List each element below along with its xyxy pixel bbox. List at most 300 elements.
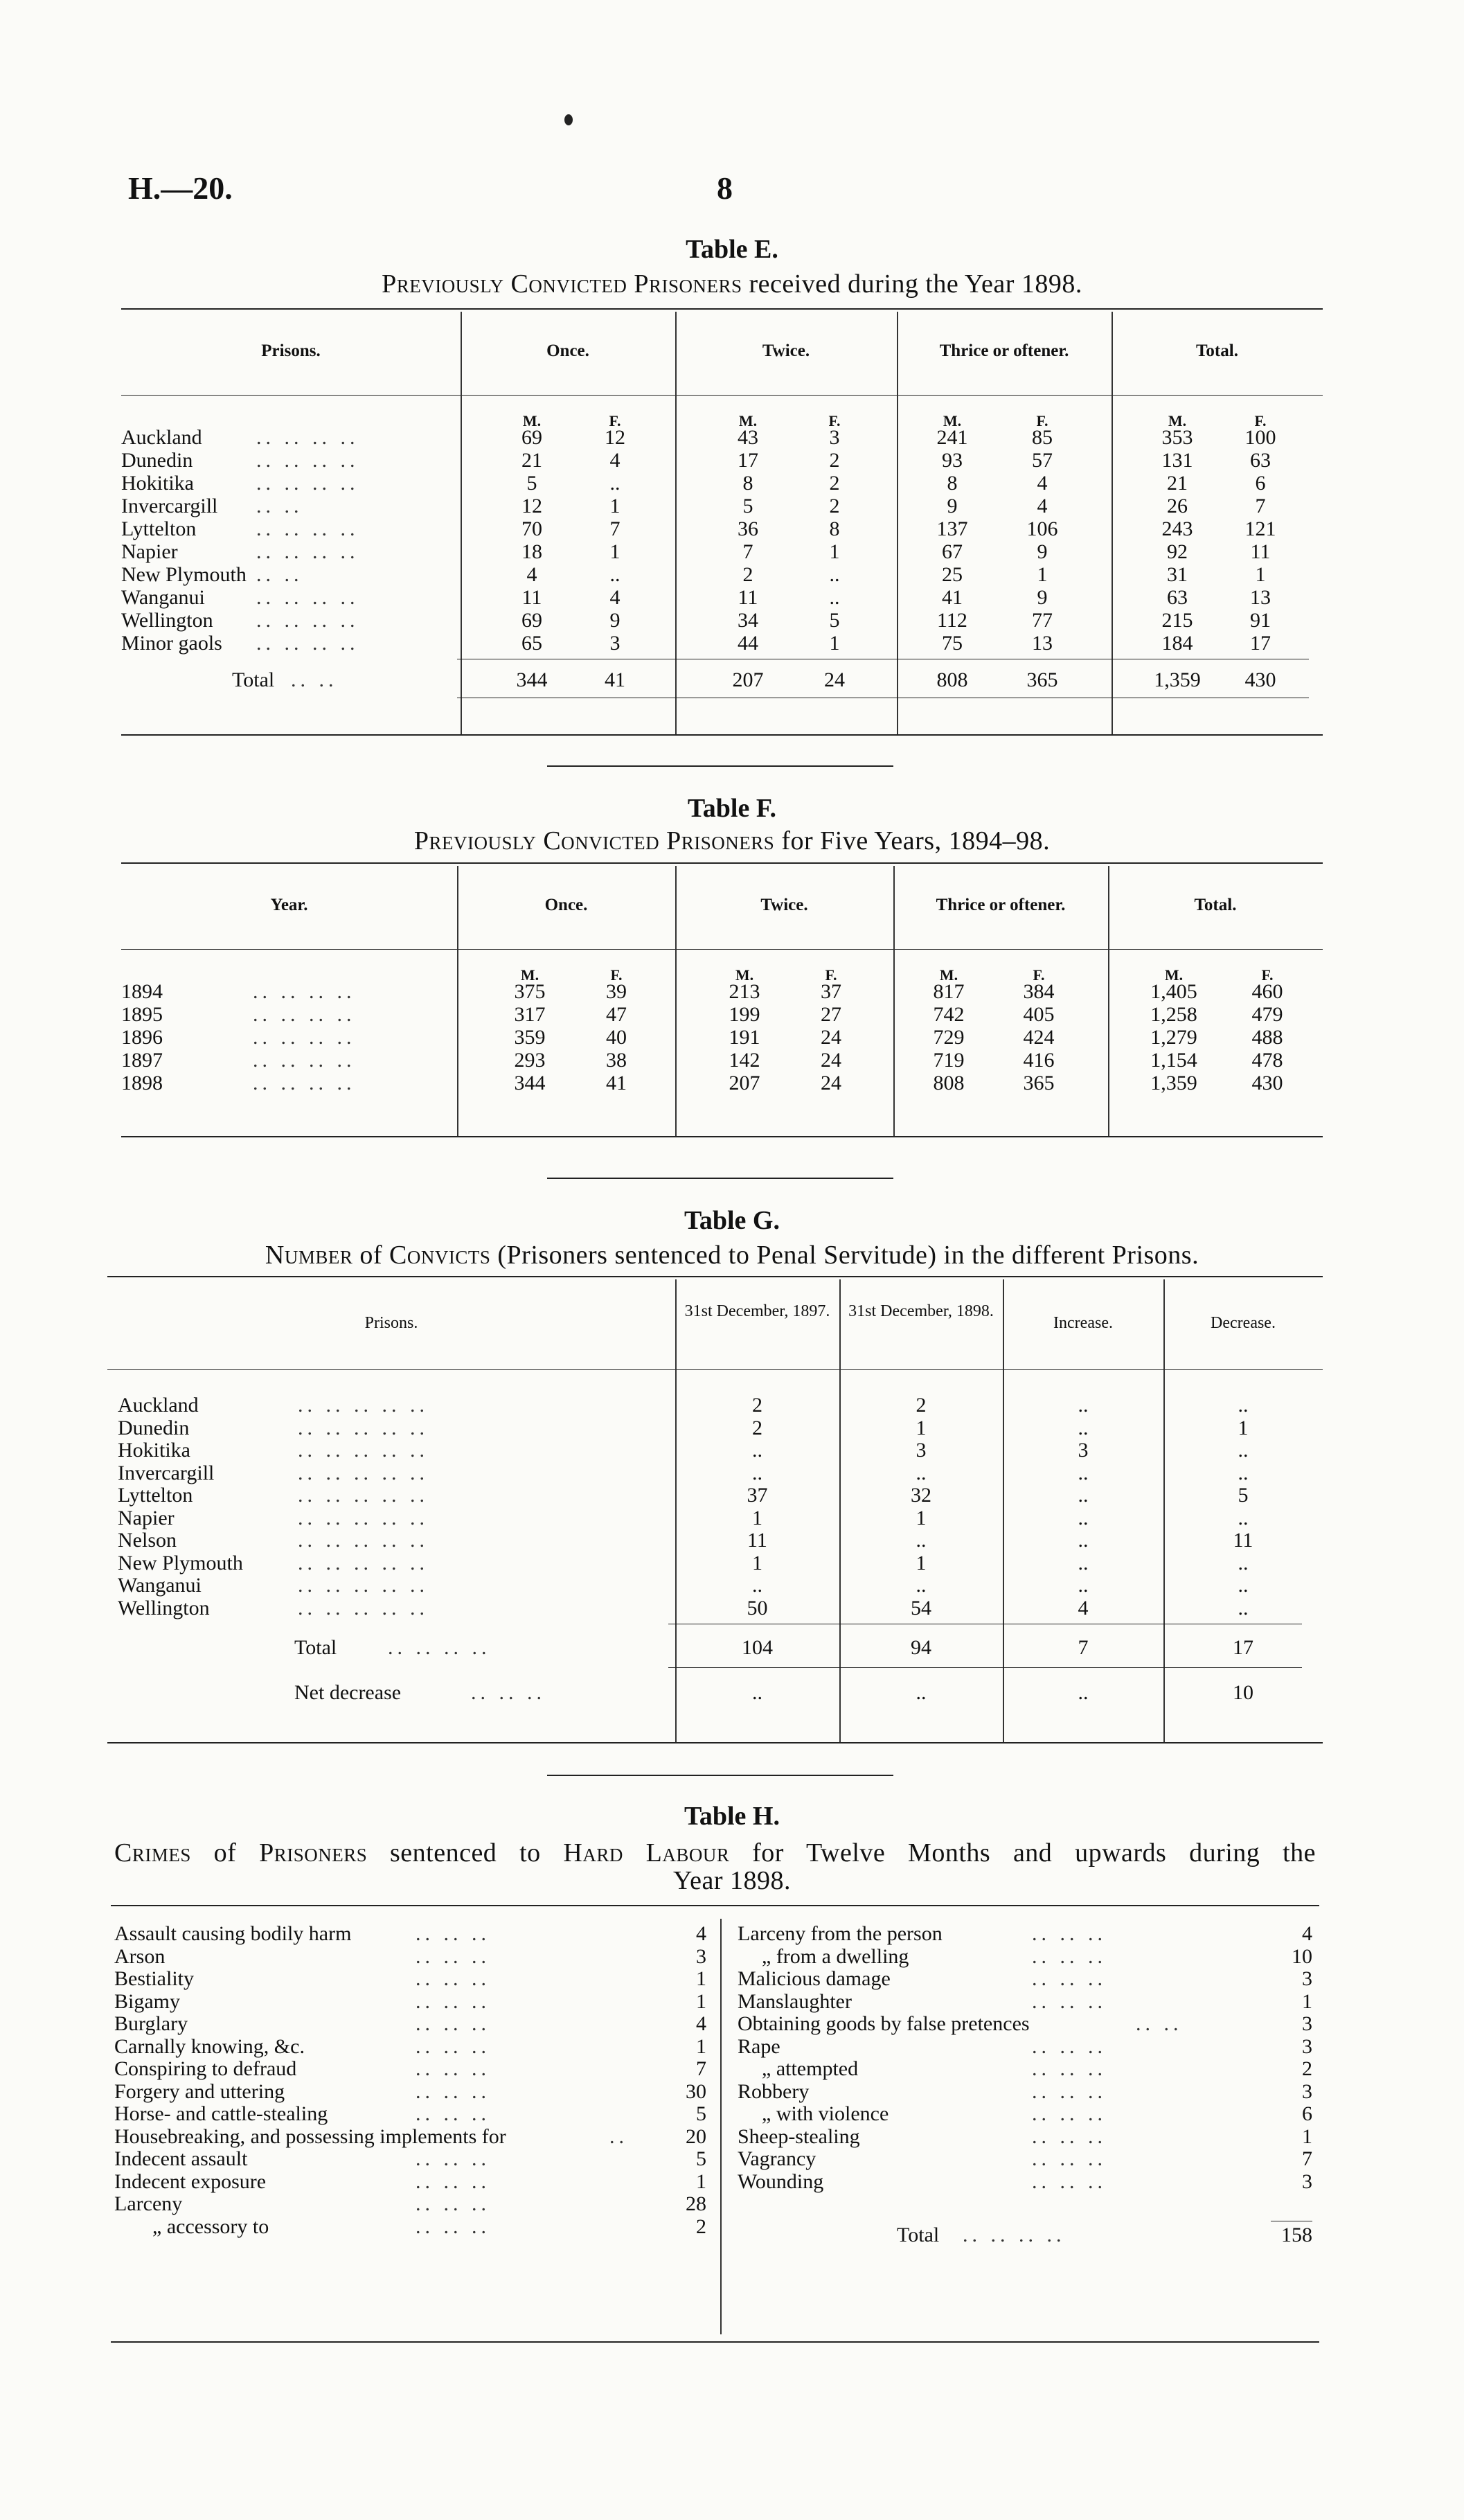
- leader-dots: .. .. .. .. ..: [298, 1551, 429, 1574]
- table-cell: 121: [1244, 517, 1276, 540]
- leader-dots: .. .. ..: [1032, 2102, 1107, 2125]
- table-cell: ..: [1078, 1506, 1089, 1529]
- table-cell: ..: [916, 1574, 927, 1597]
- table-cell: ..: [752, 1439, 762, 1462]
- crime-count: 1: [1302, 1989, 1312, 2013]
- row-label: Nelson: [118, 1529, 177, 1552]
- column-divider: [893, 866, 895, 1136]
- row-name: Dunedin: [121, 449, 193, 472]
- table-cell: 1: [609, 540, 621, 563]
- table-cell: 213: [729, 980, 760, 1003]
- column-header: Year.: [270, 896, 308, 914]
- row-label: [121, 1026, 163, 1049]
- table-g-subtitle: Number of Convicts (Prisoners sentenced to Penal Servitude) in the different Prisons.: [265, 1241, 1199, 1270]
- column-header: Twice.: [762, 341, 810, 360]
- row-label: [121, 472, 194, 495]
- table-cell: 460: [1251, 980, 1283, 1003]
- table-cell: 131: [1161, 449, 1193, 472]
- crime-label: Burglary: [114, 2012, 188, 2035]
- table-cell: 32: [911, 1484, 931, 1507]
- row-label: [121, 632, 222, 655]
- row-name: Minor gaols: [121, 632, 222, 655]
- row-name: Wanganui: [121, 586, 205, 609]
- net-cell: 10: [1233, 1681, 1253, 1704]
- table-cell: 243: [1161, 517, 1193, 540]
- row-label: [121, 449, 193, 472]
- crime-count: 30: [686, 2079, 706, 2103]
- table-cell: 13: [1250, 586, 1271, 609]
- table-cell: 12: [605, 426, 625, 449]
- row-label: Invercargill: [118, 1461, 215, 1484]
- row-label: [121, 1072, 163, 1095]
- total-cell: 207: [732, 668, 764, 691]
- sex-label: F.: [1254, 412, 1267, 429]
- column-header: Prisons.: [364, 1314, 418, 1332]
- leader-dots: .. ..: [1136, 2012, 1183, 2035]
- row-name: Napier: [121, 540, 178, 563]
- column-divider: [461, 312, 462, 734]
- table-cell: 4: [1078, 1596, 1089, 1620]
- table-cell: 37: [747, 1484, 768, 1507]
- table-rule: [111, 1905, 1319, 1906]
- table-rule: [668, 1667, 1302, 1668]
- leader-dots: .. .. .. ..: [256, 472, 359, 495]
- row-label: [121, 980, 163, 1004]
- crime-label: „ attempted: [762, 2057, 859, 2080]
- table-cell: 1,279: [1150, 1026, 1197, 1049]
- crime-label: Horse- and cattle-stealing: [114, 2102, 328, 2125]
- table-cell: 11: [738, 586, 758, 609]
- crime-label: Assault causing bodily harm: [114, 1922, 352, 1945]
- table-cell: 2: [829, 449, 840, 472]
- table-cell: 37: [821, 980, 841, 1003]
- row-label: Napier: [118, 1506, 175, 1529]
- table-cell: 27: [821, 1003, 841, 1026]
- table-rule: [121, 395, 1323, 396]
- table-cell: 375: [514, 980, 546, 1003]
- table-cell: 54: [911, 1596, 931, 1620]
- leader-dots: .. .. .. .. ..: [298, 1439, 429, 1462]
- sex-label: M.: [522, 412, 542, 429]
- table-cell: 9: [1037, 586, 1048, 609]
- column-header: 31st December, 1898.: [848, 1302, 994, 1320]
- crime-label: „ accessory to: [152, 2215, 269, 2238]
- row-label: [121, 517, 196, 541]
- table-f-subtitle: Previously Convicted Prisoners for Five Years, 1894–98.: [413, 826, 1051, 855]
- table-rule: [107, 1276, 1323, 1277]
- table-cell: 430: [1251, 1072, 1283, 1094]
- column-divider: [1163, 1279, 1165, 1742]
- total-cell: 7: [1078, 1636, 1089, 1659]
- row-name: 1898: [121, 1072, 163, 1094]
- table-cell: 112: [937, 609, 967, 632]
- sex-label: F.: [609, 412, 621, 429]
- table-cell: 2: [752, 1416, 762, 1439]
- crime-count: 3: [1302, 1967, 1312, 1990]
- table-cell: ..: [1078, 1574, 1089, 1597]
- total-cell: 94: [911, 1636, 931, 1659]
- table-cell: 142: [729, 1049, 760, 1072]
- table-cell: 405: [1023, 1003, 1055, 1026]
- table-rule: [107, 1369, 1323, 1370]
- leader-dots: .. .. .. .. ..: [298, 1529, 429, 1552]
- table-cell: 21: [1167, 472, 1188, 495]
- separator: [547, 765, 893, 767]
- leader-dots: .. .. ..: [1032, 2034, 1107, 2058]
- crime-count: 5: [696, 2102, 706, 2125]
- leader-dots: .. .. ..: [1032, 1967, 1107, 1990]
- table-cell: 12: [521, 495, 542, 517]
- column-divider: [675, 1279, 677, 1742]
- leader-dots: .. .. ..: [416, 2057, 490, 2080]
- table-cell: 424: [1023, 1026, 1055, 1049]
- table-cell: 57: [1032, 449, 1053, 472]
- table-cell: 199: [729, 1003, 760, 1026]
- crime-count: 3: [696, 1944, 706, 1968]
- table-cell: ..: [829, 563, 840, 586]
- table-cell: 31: [1167, 563, 1188, 586]
- leader-dots: .. .. ..: [416, 2147, 490, 2170]
- column-header: Total.: [1194, 896, 1237, 914]
- leader-dots: .. .. ..: [416, 2102, 490, 2125]
- total-count: 158: [1281, 2223, 1312, 2246]
- table-cell: ..: [1238, 1461, 1249, 1484]
- table-cell: 44: [738, 632, 758, 655]
- row-label: Wellington: [118, 1596, 210, 1620]
- leader-dots: .. .. .. ..: [256, 517, 359, 540]
- table-cell: 17: [738, 449, 758, 472]
- table-cell: 359: [514, 1026, 546, 1049]
- table-cell: 69: [521, 609, 542, 632]
- crime-label: Forgery and uttering: [114, 2079, 285, 2103]
- table-cell: 416: [1023, 1049, 1055, 1072]
- table-cell: ..: [752, 1461, 762, 1484]
- table-cell: ..: [752, 1574, 762, 1597]
- row-name: Lyttelton: [121, 517, 197, 540]
- leader-dots: ..: [609, 2124, 628, 2148]
- table-cell: 63: [1250, 449, 1271, 472]
- crime-label: Indecent exposure: [114, 2169, 267, 2193]
- crime-label: Malicious damage: [738, 1967, 891, 1990]
- table-cell: 5: [742, 495, 753, 517]
- table-cell: 41: [606, 1072, 627, 1094]
- table-cell: 1,359: [1150, 1072, 1197, 1094]
- crime-label: „ with violence: [762, 2102, 889, 2125]
- leader-dots: .. .. ..: [416, 1967, 490, 1990]
- table-cell: ..: [1078, 1461, 1089, 1484]
- table-cell: 241: [936, 426, 968, 449]
- table-cell: ..: [1078, 1551, 1089, 1574]
- leader-dots: .. .. ..: [1032, 2124, 1107, 2148]
- table-rule: [107, 1742, 1323, 1743]
- table-cell: 1: [916, 1416, 927, 1439]
- table-cell: 41: [942, 586, 963, 609]
- table-cell: 11: [521, 586, 542, 609]
- sex-label: M.: [939, 966, 958, 984]
- column-divider: [720, 1919, 722, 2334]
- leader-dots: .. .. ..: [416, 2034, 490, 2058]
- crime-count: 1: [696, 1967, 706, 1990]
- row-label: [121, 495, 217, 518]
- leader-dots: .. .. ..: [1032, 1944, 1107, 1968]
- column-divider: [1003, 1279, 1004, 1742]
- table-cell: 478: [1251, 1049, 1283, 1072]
- row-name: New Plymouth: [121, 563, 247, 586]
- table-cell: ..: [609, 472, 621, 495]
- table-rule: [121, 308, 1323, 310]
- table-cell: 91: [1250, 609, 1271, 632]
- table-f-title: Table F.: [687, 794, 777, 823]
- crime-count: 3: [1302, 2169, 1312, 2193]
- crime-label: Obtaining goods by false pretences: [738, 2012, 1030, 2035]
- leader-dots: .. .. ..: [1032, 2079, 1107, 2103]
- table-cell: 38: [606, 1049, 627, 1072]
- leader-dots: .. .. ..: [416, 1989, 490, 2013]
- net-cell: ..: [1078, 1681, 1089, 1704]
- table-cell: 1: [752, 1506, 762, 1529]
- table-cell: ..: [1078, 1529, 1089, 1552]
- table-cell: 24: [821, 1072, 841, 1094]
- leader-dots: .. .. .. ..: [256, 540, 359, 563]
- crime-count: 7: [696, 2057, 706, 2080]
- row-name: Auckland: [121, 426, 202, 449]
- leader-dots: .. .. .. .. ..: [298, 1461, 429, 1484]
- table-rule: [111, 2341, 1319, 2343]
- crime-label: Bigamy: [114, 1989, 180, 2013]
- sex-label: M.: [735, 966, 754, 984]
- table-cell: ..: [1078, 1484, 1089, 1507]
- crime-label: Manslaughter: [738, 1989, 852, 2013]
- table-cell: 75: [942, 632, 963, 655]
- total-cell: 365: [1026, 668, 1058, 691]
- table-cell: 317: [514, 1003, 546, 1026]
- crime-count: 6: [1302, 2102, 1312, 2125]
- table-cell: 1: [1255, 563, 1266, 586]
- table-cell: 11: [1233, 1529, 1253, 1552]
- table-cell: ..: [1078, 1394, 1089, 1417]
- row-name: 1896: [121, 1026, 163, 1049]
- crime-count: 1: [696, 2034, 706, 2058]
- leader-dots: .. .. ..: [1032, 2057, 1107, 2080]
- sex-label: M.: [738, 412, 758, 429]
- table-cell: 5: [1238, 1484, 1249, 1507]
- table-cell: 3: [1078, 1439, 1089, 1462]
- table-cell: 24: [821, 1026, 841, 1049]
- table-cell: 85: [1032, 426, 1053, 449]
- total-cell: 41: [605, 668, 625, 691]
- table-rule: [121, 862, 1323, 864]
- leader-dots: .. .. ..: [416, 2215, 490, 2238]
- leader-dots: .. .. .. ..: [253, 980, 356, 1003]
- table-cell: 50: [747, 1596, 768, 1620]
- separator: [547, 1178, 893, 1179]
- leader-dots: .. .. .. .. ..: [298, 1394, 429, 1417]
- table-cell: 8: [742, 472, 753, 495]
- row-name: Hokitika: [121, 472, 194, 495]
- ink-spot: [564, 114, 573, 125]
- table-cell: 1: [609, 495, 621, 517]
- table-cell: ..: [1238, 1551, 1249, 1574]
- row-label: Dunedin: [118, 1416, 190, 1439]
- sex-label: M.: [1168, 412, 1187, 429]
- table-cell: 729: [933, 1026, 965, 1049]
- column-divider: [457, 866, 458, 1136]
- separator: [547, 1775, 893, 1776]
- table-cell: 34: [738, 609, 758, 632]
- table-cell: 8: [947, 472, 958, 495]
- table-cell: 207: [729, 1072, 760, 1094]
- table-cell: 5: [829, 609, 840, 632]
- table-cell: ..: [829, 586, 840, 609]
- table-cell: 742: [933, 1003, 965, 1026]
- table-cell: 2: [752, 1394, 762, 1417]
- leader-dots: .. .. .. .. ..: [298, 1416, 429, 1439]
- leader-dots: .. .. ..: [471, 1681, 546, 1704]
- table-cell: 40: [606, 1026, 627, 1049]
- column-divider: [675, 866, 677, 1136]
- net-cell: ..: [752, 1681, 762, 1704]
- leader-dots: .. .. ..: [1032, 2169, 1107, 2193]
- crime-count: 10: [1292, 1944, 1312, 1968]
- column-header: Twice.: [760, 896, 808, 914]
- row-label: Lyttelton: [118, 1484, 193, 1507]
- crime-count: 3: [1302, 2079, 1312, 2103]
- row-label: New Plymouth: [118, 1551, 243, 1574]
- crime-label: Conspiring to defraud: [114, 2057, 297, 2080]
- table-cell: 11: [1250, 540, 1271, 563]
- table-cell: ..: [1078, 1416, 1089, 1439]
- table-cell: 817: [933, 980, 965, 1003]
- table-cell: 2: [742, 563, 753, 586]
- table-cell: 17: [1250, 632, 1271, 655]
- total-cell: 808: [936, 668, 968, 691]
- table-g-title: Table G.: [684, 1206, 780, 1235]
- table-cell: 137: [936, 517, 968, 540]
- table-cell: 65: [521, 632, 542, 655]
- crime-count: 1: [696, 2169, 706, 2193]
- crime-label: Larceny from the person: [738, 1922, 943, 1945]
- table-cell: ..: [1238, 1506, 1249, 1529]
- leader-dots: .. .. .. ..: [256, 586, 359, 609]
- table-cell: 100: [1244, 426, 1276, 449]
- crime-count: 4: [696, 1922, 706, 1945]
- sex-label: F.: [1033, 966, 1045, 984]
- table-cell: 6: [1255, 472, 1266, 495]
- table-rule: [121, 949, 1323, 950]
- row-label: Auckland: [118, 1394, 199, 1417]
- table-cell: 25: [942, 563, 963, 586]
- column-header: Increase.: [1053, 1314, 1113, 1332]
- crime-count: 20: [686, 2124, 706, 2148]
- crime-count: 2: [696, 2215, 706, 2238]
- leader-dots: .. ..: [256, 495, 303, 517]
- table-cell: 11: [747, 1529, 767, 1552]
- total-cell: 24: [824, 668, 845, 691]
- table-cell: 69: [521, 426, 542, 449]
- net-cell: ..: [916, 1681, 927, 1704]
- leader-dots: .. .. ..: [1032, 1989, 1107, 2013]
- row-label: Wanganui: [118, 1574, 202, 1597]
- leader-dots: .. .. .. ..: [256, 609, 359, 632]
- table-cell: 8: [829, 517, 840, 540]
- column-header: Total.: [1196, 341, 1238, 360]
- leader-dots: .. .. .. ..: [963, 2223, 1066, 2246]
- row-label: [121, 1049, 163, 1072]
- column-divider: [1112, 312, 1113, 734]
- page-number: 8: [717, 170, 733, 206]
- column-divider: [839, 1279, 841, 1742]
- leader-dots: .. .. .. .. ..: [298, 1484, 429, 1507]
- table-cell: 1: [752, 1551, 762, 1574]
- crime-count: 4: [696, 2012, 706, 2035]
- crime-label: Bestiality: [114, 1967, 194, 1990]
- table-cell: 4: [609, 586, 621, 609]
- leader-dots: .. .. .. ..: [253, 1026, 356, 1049]
- table-h-subtitle-line1: Crimes of Prisoners sentenced to Hard Labour for Twelve Months and upwards during the: [114, 1838, 1316, 1867]
- table-cell: 488: [1251, 1026, 1283, 1049]
- table-h-title: Table H.: [684, 1802, 780, 1831]
- row-label: [121, 426, 202, 450]
- leader-dots: .. .. ..: [416, 2079, 490, 2103]
- sex-label: M.: [1164, 966, 1184, 984]
- table-cell: 1,258: [1150, 1003, 1197, 1026]
- row-name: 1897: [121, 1049, 163, 1072]
- crime-count: 3: [1302, 2012, 1312, 2035]
- table-cell: 43: [738, 426, 758, 449]
- table-cell: 808: [933, 1072, 965, 1094]
- row-name: 1895: [121, 1003, 163, 1026]
- table-cell: 1: [829, 632, 840, 655]
- table-cell: 353: [1161, 426, 1193, 449]
- leader-dots: .. .. ..: [1032, 2147, 1107, 2170]
- crime-count: 2: [1302, 2057, 1312, 2080]
- column-divider: [1108, 866, 1109, 1136]
- table-cell: 3: [829, 426, 840, 449]
- table-cell: 4: [1037, 472, 1048, 495]
- table-cell: 293: [514, 1049, 546, 1072]
- leader-dots: .. .. ..: [416, 2012, 490, 2035]
- table-cell: 2: [916, 1394, 927, 1417]
- table-e-subtitle: Previously Convicted Prisoners received during the Year 1898.: [382, 269, 1082, 299]
- table-cell: 1: [916, 1506, 927, 1529]
- crime-label: Indecent assault: [114, 2147, 248, 2170]
- row-name: 1894: [121, 980, 163, 1003]
- table-cell: 7: [609, 517, 621, 540]
- crime-label: Arson: [114, 1944, 166, 1968]
- table-cell: 92: [1167, 540, 1188, 563]
- table-cell: 106: [1026, 517, 1058, 540]
- crime-label: Larceny: [114, 2192, 183, 2215]
- table-cell: ..: [1238, 1574, 1249, 1597]
- table-e-title: Table E.: [686, 235, 778, 264]
- sex-label: F.: [1261, 966, 1274, 984]
- net-decrease-label: Net decrease: [294, 1681, 402, 1704]
- table-cell: 3: [609, 632, 621, 655]
- column-header: Thrice or oftener.: [939, 341, 1069, 360]
- table-cell: 4: [1037, 495, 1048, 517]
- leader-dots: .. .. .. .. ..: [298, 1506, 429, 1529]
- table-h-subtitle-line2: Year 1898.: [672, 1866, 792, 1895]
- table-cell: 719: [933, 1049, 965, 1072]
- total-label: Total: [232, 668, 275, 691]
- leader-dots: .. .. .. ..: [256, 449, 359, 472]
- table-cell: 5: [526, 472, 537, 495]
- column-divider: [675, 312, 677, 734]
- table-cell: 2: [829, 495, 840, 517]
- table-cell: 184: [1161, 632, 1193, 655]
- row-name: Invercargill: [121, 495, 218, 517]
- leader-dots: .. .. ..: [416, 2192, 490, 2215]
